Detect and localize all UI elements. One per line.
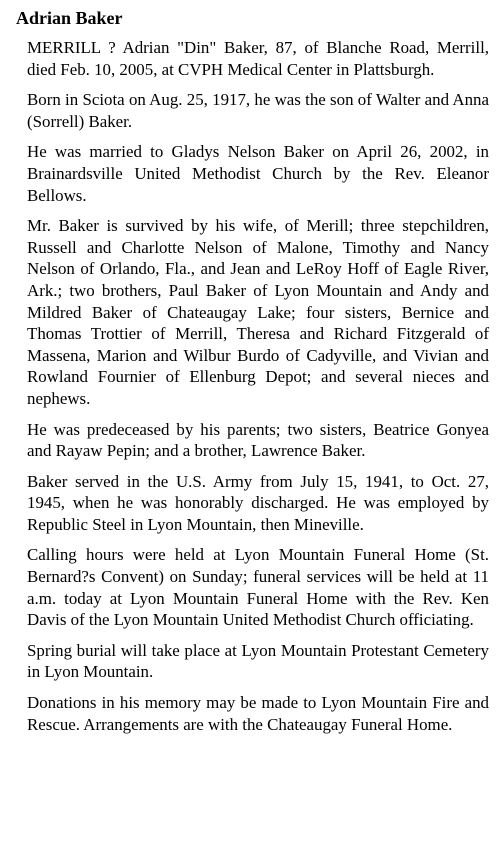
paragraph-career: Baker served in the U.S. Army from July 15, 1941, to Oct. 27, 1945, when he was honorably discharged. He was employed by Republic Steel in Lyon Mountain, then Mineville.: [27, 471, 489, 534]
paragraph-donations: Donations in his memory may be made to Lyon Mountain Fire and Rescue. Arrangements are with the Chateaugay Funeral Home.: [27, 693, 489, 734]
paragraph-predeceased: He was predeceased by his parents; two sisters, Beatrice Gonyea and Rayaw Pepin; and a brother, Lawrence Baker.: [27, 419, 489, 461]
obituary-body: [27, 37, 489, 744]
paragraph-birth: Born in Sciota on Aug. 25, 1917, he was the son of Walter and Anna (Sorrell) Baker.: [27, 90, 489, 131]
paragraph-survivors: Mr. Baker is survived by his wife, of Merill; three stepchildren, Russell and Charlotte Nelson of Malone, Timothy and Nancy Nelson of Orlando, Fla., and Jean and LeRoy Hoff of Eagle River, Ark.; two brothers, Paul Baker of Lyon Mountain and Andy and Mildred Baker of Chateaugay Lake; four sisters, Bernice and Thomas Trottier of Merrill, Theresa and Richard Fitzgerald of Massena, Marion and Wilbur Burdo of Cadyville, and Vivian and Rowland Fournier of Ellenburg Depot; and several nieces and nephews.: [27, 216, 489, 408]
paragraph-marriage: He was married to Gladys Nelson Baker on April 26, 2002, in Brainardsville United Methodist Church by the Rev. Eleanor Bellows.: [27, 142, 489, 205]
paragraph-death-notice: MERRILL ? Adrian "Din" Baker, 87, of Blanche Road, Merrill, died Feb. 10, 2005, at CVPH Medical Center in Plattsburgh.: [27, 38, 489, 79]
paragraph-services: Calling hours were held at Lyon Mountain Funeral Home (St. Bernard?s Convent) on Sunday; funeral services will be held at 11 a.m. today at Lyon Mountain Funeral Home with the Rev. Ken Davis of the Lyon Mountain United Methodist Church officiating.: [27, 545, 489, 630]
paragraph-burial: Spring burial will take place at Lyon Mountain Protestant Cemetery in Lyon Mountain.: [27, 640, 489, 682]
obituary-title: Adrian Baker: [16, 8, 123, 28]
